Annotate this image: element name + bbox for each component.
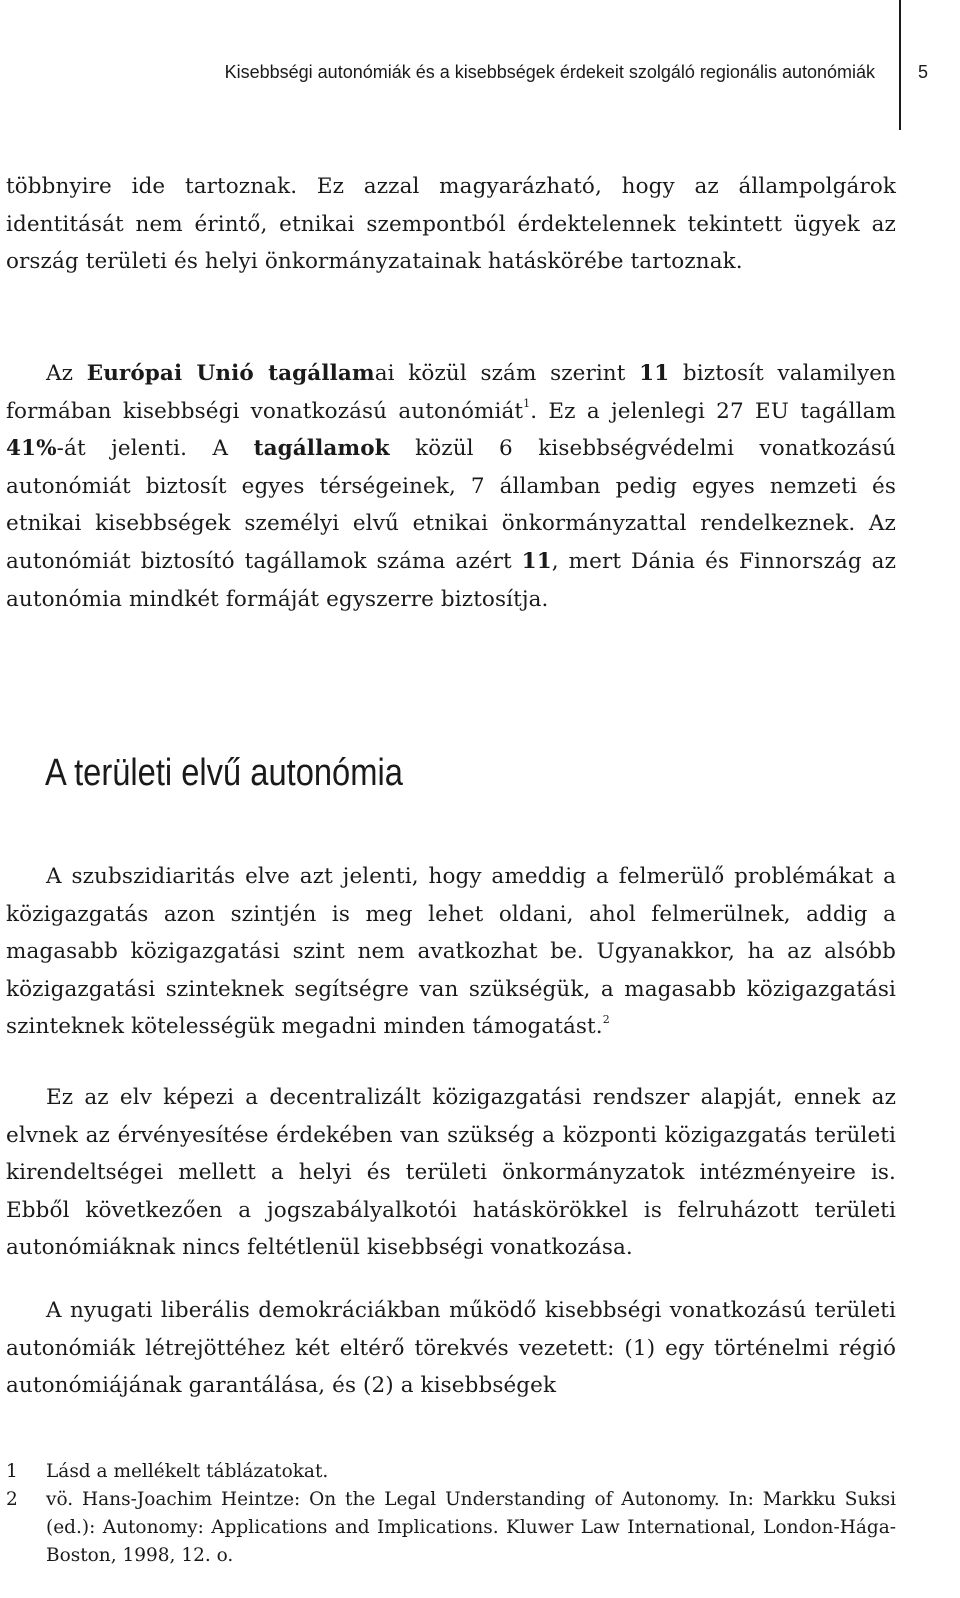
bold-count-eleven-second: 11 — [521, 548, 552, 574]
header-divider — [899, 0, 901, 130]
text-run: közül 6 kisebbségvédelmi vonatkozású autonómiát biztosít egyes térségeinek, 7 államban pedig egyes nemzeti és etnikai kisebbségek személyi elvű etnikai önkormányzattal rendelkeznek. Az autonómiát biztosító tagállamok száma azért — [6, 436, 896, 574]
text-run: , mert Dánia és Finnország az autonómia mindkét formáját egyszerre biztosítja. — [6, 548, 896, 612]
text-run: -át jelenti. A — [56, 436, 254, 462]
footnotes — [6, 1458, 896, 1570]
bold-count-eleven: 11 — [639, 361, 670, 386]
paragraph-decentralization — [6, 1079, 896, 1267]
paragraph-continuation — [6, 168, 896, 281]
paragraph-2-text — [6, 355, 896, 618]
running-header: Kisebbségi autonómiák és a kisebbségek érdekeit szolgáló regionális autonómiák — [224, 62, 875, 82]
paragraph-western-democracies — [6, 1292, 896, 1405]
paragraph-1-text: többnyire ide tartoznak. Ez azzal magyarázható, hogy az állampolgárok identitását nem érintő, etnikai szempontból érdektelennek tekintett ügyek az ország területi és helyi önkormányzatainak hatáskörébe tartoznak. — [6, 174, 896, 275]
text-run: Az — [46, 361, 87, 386]
text-run: ai közül szám szerint — [374, 361, 640, 386]
bold-eu-member-states: Európai Unió tagállam — [86, 361, 375, 386]
paragraph-eu-members — [6, 355, 896, 618]
section-heading: A területi elvű autonómia — [45, 752, 403, 794]
text-run: biztosít valamilyen formában kisebbségi vonatkozású autonómiát — [6, 361, 896, 424]
footnote-ref-2[interactable]: 2 — [602, 1013, 610, 1027]
footnote-number: 2 — [6, 1489, 18, 1510]
bold-member-states: tagállamok — [253, 436, 390, 462]
text-run: A szubszidiaritás elve azt jelenti, hogy ameddig a felmerülő problémákat a közigazgatás azon szintjén is meg lehet oldani, ahol felmerülnek, addig a magasabb közigazgatási szint nem avatkozhat be. Ugyanakkor, ha az alsóbb közigazgatási szinteknek segítségre van szükségük, a magasabb közigazgatási szinteknek kötelességük megadni minden támogatást. — [6, 864, 896, 1040]
paragraph-3-text — [6, 858, 896, 1046]
paragraph-4-text: Ez az elv képezi a decentralizált közigazgatási rendszer alapját, ennek az elvnek az érvényesítése érdekében van szükség a központi közigazgatás területi kirendeltségei mellett a helyi és területi önkormányzatok intézményeire is. Ebből következően a jogszabályalkotói hatáskörökkel is felruházott területi autonómiáknak nincs feltétlenül kisebbségi vonatkozása. — [6, 1085, 896, 1261]
footnote-text: Lásd a mellékelt táblázatokat. — [46, 1461, 329, 1482]
text-run: . Ez a jelenlegi 27 EU tagállam — [530, 398, 896, 424]
paragraph-subsidiarity — [6, 858, 896, 1046]
footnote-text: vö. Hans-Joachim Heintze: On the Legal Understanding of Autonomy. In: Markku Suksi (ed.): Autonomy: Applications and Implications. Kluwer Law International, London-Hága-Boston, 1998, 12. o. — [46, 1489, 896, 1566]
page-number: 5 — [918, 62, 929, 82]
bold-percentage: 41% — [6, 436, 57, 462]
footnote-1 — [6, 1458, 896, 1486]
footnote-ref-1[interactable]: 1 — [523, 397, 531, 411]
footnote-2 — [6, 1486, 896, 1570]
paragraph-5-text: A nyugati liberális demokráciákban működő kisebbségi vonatkozású területi autonómiák létrejöttéhez két eltérő törekvés vezetett: (1) egy történelmi régió autonómiájának garantálása, és (2) a kisebbségek — [6, 1298, 896, 1399]
footnote-number: 1 — [6, 1461, 18, 1482]
